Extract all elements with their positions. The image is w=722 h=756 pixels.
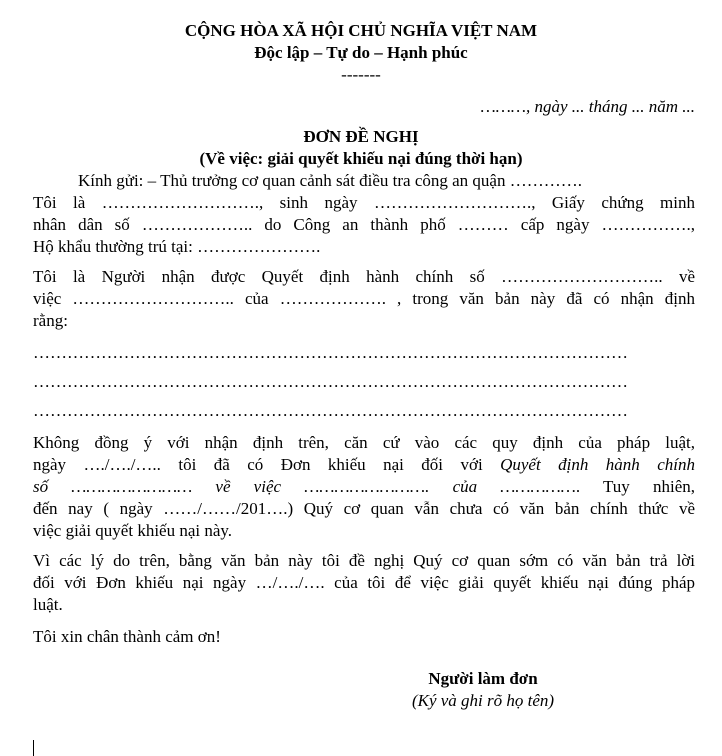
- para3-line-2: đối với Đơn khiếu nại ngày …/…./…. của tôi để việc giải quyết khiếu nại đúng pháp: [33, 573, 695, 592]
- text-cursor: [33, 740, 34, 756]
- date-line: ………, ngày ... tháng ... năm ...: [480, 97, 695, 116]
- para1-line-3: rằng:: [33, 311, 68, 330]
- para2-line-2: [33, 454, 695, 476]
- header-divider: -------: [341, 65, 381, 84]
- applicant-line-2: nhân dân số ……………….. do Công an thành phố ……… cấp ngày …………….,: [33, 215, 695, 234]
- para2-line-3: [33, 476, 695, 498]
- closing-line: Tôi xin chân thành cảm ơn!: [33, 627, 221, 646]
- para2-line-3-text: . Tuy nhiên,: [575, 477, 696, 496]
- para3-line-1: Vì các lý do trên, bằng văn bản này tôi đề nghị Quý cơ quan sớm có văn bản trả lời: [33, 551, 695, 570]
- para2-line-2-italic: Quyết định hành chính: [500, 455, 695, 474]
- para2-line-3-italic: số …………………… về việc ……………………. của ……………: [33, 477, 576, 496]
- para1-line-2: việc ……………………….. của ………………. , trong văn bản này đã có nhận định: [33, 289, 695, 308]
- recipient-line: Kính gửi: – Thủ trưởng cơ quan cảnh sát điều tra công an quận ………….: [78, 171, 582, 190]
- para1-line-1: Tôi là Người nhận được Quyết định hành chính số ……………………….. về: [33, 267, 695, 286]
- dotted-line: ……………………………………………………………………………………………: [33, 343, 628, 362]
- applicant-line-1: Tôi là ………………………., sinh ngày ………………………., Giấy chứng minh: [33, 193, 695, 212]
- signature-title: Người làm đơn: [428, 669, 538, 688]
- para3-line-3: luật.: [33, 595, 63, 614]
- dotted-line: ……………………………………………………………………………………………: [33, 401, 628, 420]
- applicant-line-3: Hộ khẩu thường trú tại: ………………….: [33, 237, 321, 256]
- country-heading: CỘNG HÒA XÃ HỘI CHỦ NGHĨA VIỆT NAM: [184, 21, 538, 40]
- para2-line-4: đến nay ( ngày ……/……/201….) Quý cơ quan vẫn chưa có văn bản chính thức về: [33, 499, 695, 518]
- document-title: ĐƠN ĐỀ NGHỊ: [303, 127, 419, 146]
- para2-line-5: việc giải quyết khiếu nại này.: [33, 521, 233, 540]
- document-subject: (Về việc: giải quyết khiếu nại đúng thời hạn): [199, 149, 523, 168]
- para2-line-1: Không đồng ý với nhận định trên, căn cứ vào các quy định của pháp luật,: [33, 433, 695, 452]
- dotted-line: ……………………………………………………………………………………………: [33, 372, 628, 391]
- para2-line-2-text: ngày …./…./….. tôi đã có Đơn khiếu nại đối với: [33, 455, 501, 474]
- signature-note: (Ký và ghi rõ họ tên): [411, 691, 555, 710]
- motto-heading: Độc lập – Tự do – Hạnh phúc: [254, 43, 468, 62]
